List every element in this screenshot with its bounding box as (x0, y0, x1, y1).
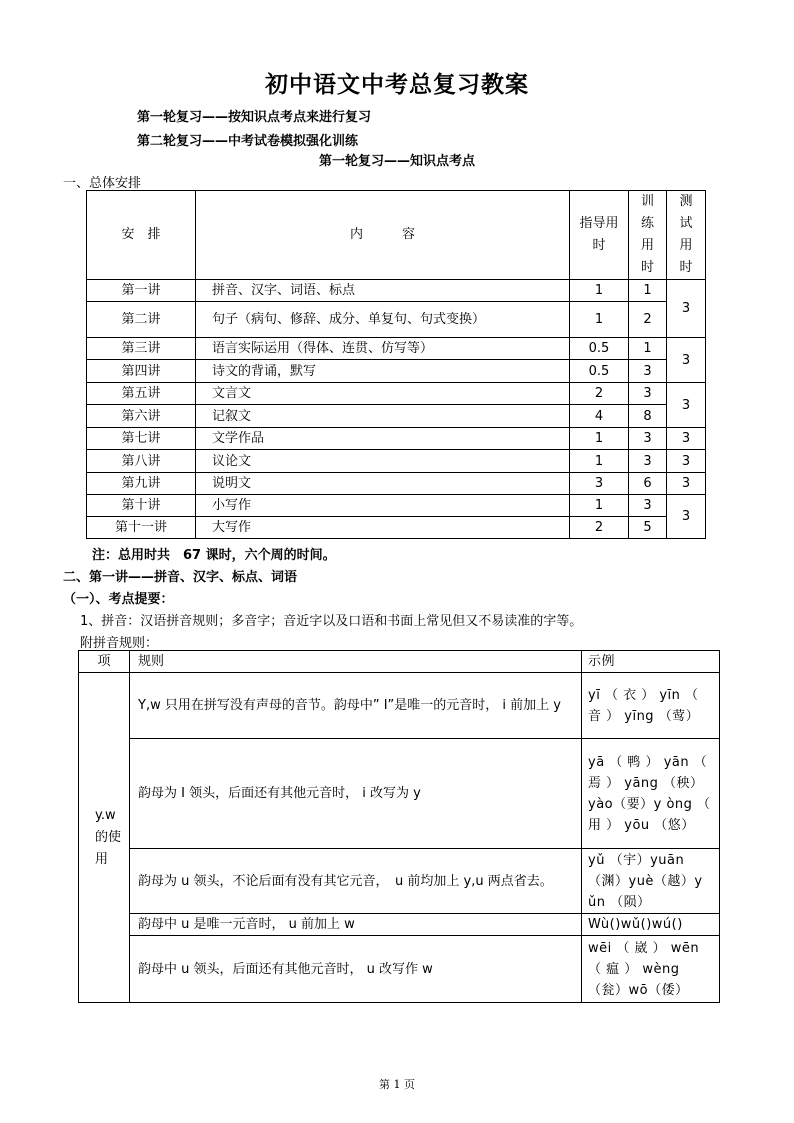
guide-cell: 1 (570, 302, 629, 338)
table-row (87, 473, 706, 495)
table-row (87, 280, 706, 302)
train-cell: 1 (629, 338, 667, 360)
section-overall-arrangement: 一、总体安排 (63, 176, 142, 191)
lecture-cell: 第十讲 (87, 495, 196, 517)
subtitle-knowledge: 第一轮复习——知识点考点 (318, 154, 475, 169)
table-row (87, 405, 706, 428)
pinyin-point: 1、拼音：汉语拼音规则；多音字；音近字以及口语和书面上常见但又不易读准的字等。 (80, 614, 583, 629)
table-row (79, 914, 720, 936)
header-test-time: 测试用时 (667, 191, 706, 280)
guide-cell: 1 (570, 495, 629, 517)
example-cell: Wù()wǔ()wú() (582, 914, 720, 936)
test-cell: 3 (667, 473, 706, 495)
train-cell: 8 (629, 405, 667, 428)
test-cell: 3 (667, 280, 706, 338)
guide-cell: 1 (570, 450, 629, 473)
lecture-cell: 第六讲 (87, 405, 196, 428)
rule-cell: 韵母中 u 领头，后面还有其他元音时， u 改写作 w (130, 936, 582, 1003)
total-time-note: 注：总用时共 67 课时，六个周的时间。 (92, 548, 336, 563)
header-rule: 规则 (130, 651, 582, 673)
example-cell: wēi （ 崴 ） wēn （ 瘟 ） wèng （瓮）wō（倭） (582, 936, 720, 1003)
header-example: 示例 (582, 651, 720, 673)
train-cell: 3 (629, 495, 667, 517)
content-cell: 小写作 (196, 495, 570, 517)
guide-cell: 2 (570, 383, 629, 405)
table-row (87, 428, 706, 450)
train-cell: 1 (629, 280, 667, 302)
content-cell: 大写作 (196, 517, 570, 539)
rule-cell: Y,w 只用在拼写没有声母的音节。韵母中” I”是唯一的元音时， i 前加上 y (130, 673, 582, 739)
train-cell: 5 (629, 517, 667, 539)
page-title: 初中语文中考总复习教案 (265, 72, 529, 98)
table-row (79, 936, 720, 1003)
lecture-cell: 第十一讲 (87, 517, 196, 539)
pinyin-rules-table (78, 650, 720, 1003)
table-row (87, 338, 706, 360)
lecture-cell: 第九讲 (87, 473, 196, 495)
content-cell: 诗文的背诵，默写 (196, 360, 570, 383)
page-number: 第 1 页 (379, 1078, 415, 1091)
table-row (87, 495, 706, 517)
content-cell: 说明文 (196, 473, 570, 495)
content-cell: 文学作品 (196, 428, 570, 450)
header-item: 项 (79, 651, 130, 673)
lecture-cell: 第三讲 (87, 338, 196, 360)
content-cell: 拼音、汉字、词语、标点 (196, 280, 570, 302)
schedule-table (86, 190, 706, 539)
table-row (87, 450, 706, 473)
test-cell: 3 (667, 338, 706, 383)
table-row (87, 360, 706, 383)
guide-cell: 1 (570, 280, 629, 302)
guide-cell: 0.5 (570, 338, 629, 360)
test-cell: 3 (667, 383, 706, 428)
lecture-cell: 第五讲 (87, 383, 196, 405)
test-cell: 3 (667, 495, 706, 539)
header-arrangement: 安 排 (87, 191, 196, 280)
table-row (79, 673, 720, 739)
table-row (87, 517, 706, 539)
train-cell: 3 (629, 428, 667, 450)
content-cell: 议论文 (196, 450, 570, 473)
content-cell: 句子（病句、修辞、成分、单复句、句式变换） (196, 302, 570, 338)
rule-cell: 韵母为 u 领头，不论后面有没有其它元音， u 前均加上 y,u 两点省去。 (130, 849, 582, 914)
guide-cell: 3 (570, 473, 629, 495)
table-row (79, 849, 720, 914)
train-cell: 3 (629, 450, 667, 473)
lecture-cell: 第八讲 (87, 450, 196, 473)
table-row (87, 302, 706, 338)
example-cell: yī （ 衣 ） yīn （ 音 ） yīng （莺） (582, 673, 720, 739)
subtitle-round-one: 第一轮复习——按知识点考点来进行复习 (137, 110, 372, 125)
test-cell: 3 (667, 450, 706, 473)
content-cell: 文言文 (196, 383, 570, 405)
train-cell: 3 (629, 383, 667, 405)
guide-cell: 4 (570, 405, 629, 428)
guide-cell: 0.5 (570, 360, 629, 383)
section-lecture-one: 二、第一讲——拼音、汉字、标点、词语 (63, 570, 298, 585)
lecture-cell: 第二讲 (87, 302, 196, 338)
table-row (87, 383, 706, 405)
rule-cell: 韵母中 u 是唯一元音时， u 前加上 w (130, 914, 582, 936)
pinyin-rules-caption: 附拼音规则： (80, 636, 159, 651)
example-cell: yā （ 鸭 ） yān （ 焉 ） yāng （秧）yào（要）y òng （ 用 ） yōu （悠） (582, 739, 720, 849)
rule-cell: 韵母为 I 领头，后面还有其他元音时， i 改写为 y (130, 739, 582, 849)
example-cell: yǔ （宇）yuān （渊）yuè（越）y ǔn （陨） (582, 849, 720, 914)
test-cell: 3 (667, 428, 706, 450)
guide-cell: 1 (570, 428, 629, 450)
item-yw-usage: y.w 的使用 (79, 673, 130, 1003)
header-guide-time: 指导用时 (570, 191, 629, 280)
content-cell: 记叙文 (196, 405, 570, 428)
lecture-cell: 第四讲 (87, 360, 196, 383)
section-key-points: （一）、考点提要： (63, 592, 174, 607)
header-content: 内 容 (196, 191, 570, 280)
header-train-time: 训练用时 (629, 191, 667, 280)
subtitle-round-two: 第二轮复习——中考试卷模拟强化训练 (137, 134, 359, 149)
train-cell: 2 (629, 302, 667, 338)
guide-cell: 2 (570, 517, 629, 539)
lecture-cell: 第一讲 (87, 280, 196, 302)
table-row (79, 739, 720, 849)
schedule-header-row (87, 191, 706, 280)
lecture-cell: 第七讲 (87, 428, 196, 450)
train-cell: 6 (629, 473, 667, 495)
content-cell: 语言实际运用（得体、连贯、仿写等） (196, 338, 570, 360)
train-cell: 3 (629, 360, 667, 383)
rules-header-row (79, 651, 720, 673)
